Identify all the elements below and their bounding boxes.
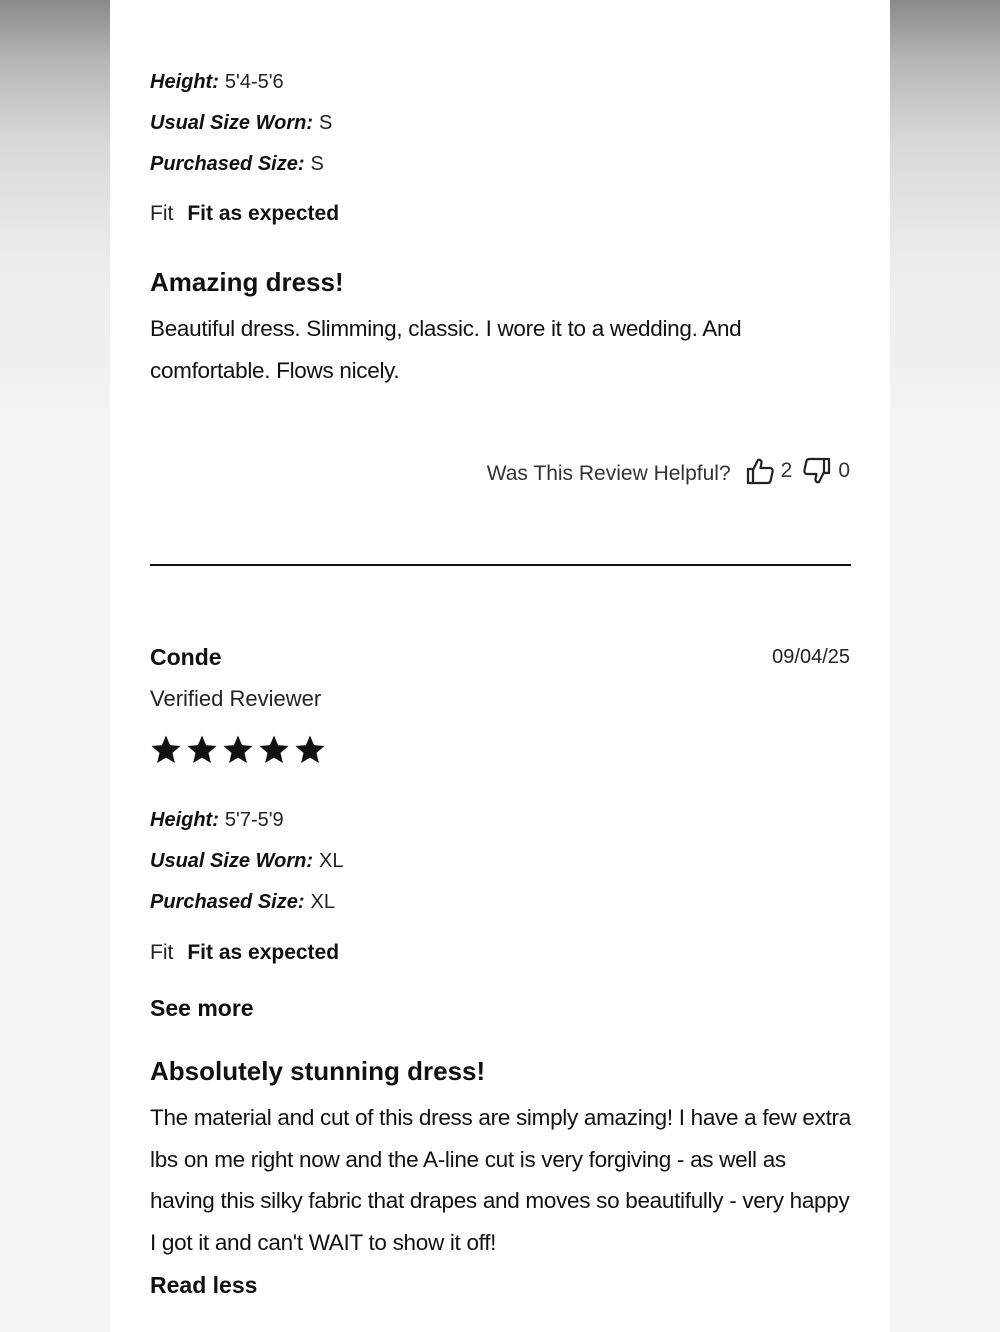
- star-icon: [256, 733, 292, 767]
- reviews-panel: [110, 0, 890, 1332]
- review-divider: [150, 564, 851, 566]
- thumbs-up-icon: [745, 457, 775, 485]
- height-value: 5'7-5'9: [224, 809, 284, 831]
- fit-value: Fit as expected: [187, 202, 340, 225]
- reviewer-name: Conde: [150, 644, 222, 670]
- height-value: 5'4-5'6: [224, 71, 284, 93]
- review1-usual-size: [150, 111, 332, 135]
- star-icon: [220, 733, 256, 767]
- star-rating: [148, 733, 328, 767]
- review1-helpful: [487, 456, 850, 486]
- purchased-size-value: XL: [310, 891, 335, 913]
- read-less-link[interactable]: Read less: [150, 1272, 258, 1298]
- usual-size-label: Usual Size Worn:: [150, 112, 313, 134]
- review2-height: [150, 808, 284, 832]
- star-icon: [148, 733, 184, 767]
- review2-title: Absolutely stunning dress!: [150, 1056, 486, 1086]
- fit-label: Fit: [150, 941, 174, 964]
- usual-size-label: Usual Size Worn:: [150, 850, 313, 872]
- helpful-down-count: 0: [838, 459, 850, 482]
- review2-body: The material and cut of this dress are simply amazing! I have a few extra lbs on me right now and the A-line cut is very forgiving - as well as having this silky fabric that drapes and moves so beautifully - very happy I got it and can't WAIT to show it off!: [150, 1105, 851, 1255]
- review1-title: Amazing dress!: [150, 267, 344, 297]
- see-more-link[interactable]: See more: [150, 995, 254, 1021]
- review2-purchased-size: [150, 890, 335, 914]
- usual-size-value: XL: [319, 850, 344, 872]
- star-icon: [184, 733, 220, 767]
- purchased-size-value: S: [310, 153, 324, 175]
- review1-height: [150, 70, 284, 94]
- review2-usual-size: [150, 849, 343, 873]
- usual-size-value: S: [319, 112, 333, 134]
- helpful-question: Was This Review Helpful?: [486, 462, 731, 485]
- review1-body: Beautiful dress. Slimming, classic. I wore it to a wedding. And comfortable. Flows nicely.: [150, 316, 742, 383]
- purchased-size-label: Purchased Size:: [150, 891, 305, 913]
- verified-badge: Verified Reviewer: [150, 686, 322, 711]
- thumbs-down-button[interactable]: [802, 457, 850, 485]
- thumbs-up-button[interactable]: [745, 457, 803, 485]
- fit-label: Fit: [150, 202, 174, 225]
- helpful-up-count: 2: [780, 459, 793, 482]
- purchased-size-label: Purchased Size:: [150, 153, 305, 175]
- fit-value: Fit as expected: [187, 941, 340, 964]
- thumbs-down-icon: [802, 457, 832, 485]
- review1-purchased-size: [150, 152, 324, 176]
- height-label: Height:: [150, 71, 219, 93]
- review-date: 09/04/25: [772, 646, 850, 668]
- star-icon: [292, 733, 328, 767]
- review2-fit: [150, 940, 339, 966]
- review1-fit: [150, 201, 339, 227]
- height-label: Height:: [150, 809, 219, 831]
